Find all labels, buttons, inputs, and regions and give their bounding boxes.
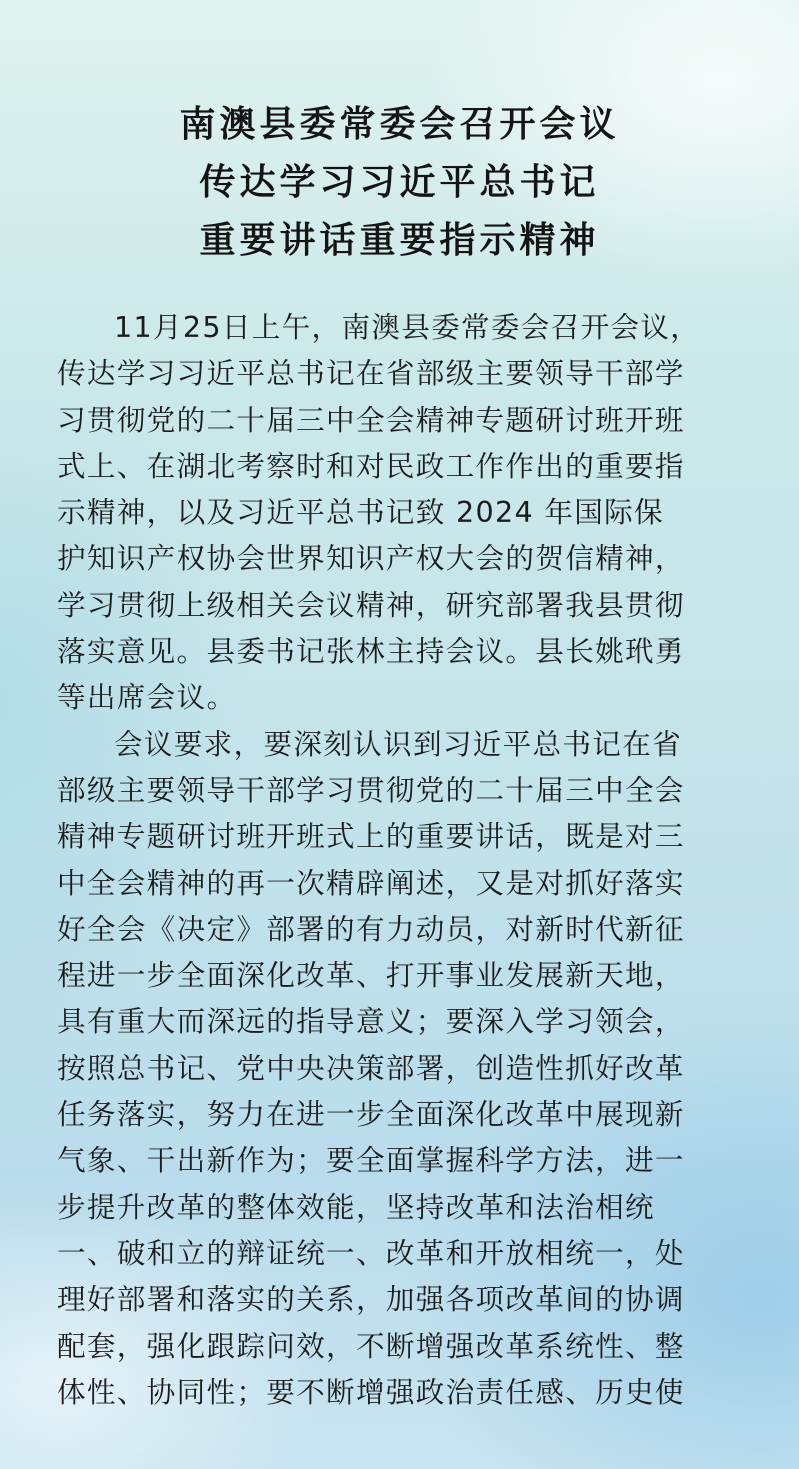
text-line: 按照总书记、党中央决策部署，创造性抓好改革 [57,1050,685,1085]
text-line: 落实意见。县委书记张林主持会议。县长姚玳勇 [57,634,685,669]
text-line: 护知识产权协会世界知识产权大会的贺信精神， [57,541,685,576]
text-line: 11月25日上午，南澳县委常委会召开会议， [114,310,701,344]
article-body [57,304,749,1415]
text-line: 等出席会议。 [57,680,237,715]
title-line: 南澳县委常委会召开会议 [179,104,620,145]
text-line: 精神专题研讨班开班式上的重要讲话，既是对三 [57,819,685,854]
text-line: 理好部署和落实的关系，加强各项改革间的协调 [57,1282,685,1317]
text-line: 程进一步全面深化改革、打开事业发展新天地， [57,958,685,993]
text-line: 习贯彻党的二十届三中全会精神专题研讨班开班 [57,402,685,437]
text-line: 会议要求，要深刻认识到习近平总书记在省 [114,726,682,761]
text-line: 部级主要领导干部学习贯彻党的二十届三中全会 [57,772,685,807]
text-line: 中全会精神的再一次精辟阐述，又是对抓好落实 [57,865,685,900]
title-line: 传达学习习近平总书记 [199,162,600,203]
document-title [0,96,799,270]
text-line: 传达学习习近平总书记在省部级主要领导干部学 [57,356,685,391]
text-line: 好全会《决定》部署的有力动员，对新时代新征 [57,911,685,946]
text-line: 式上、在湖北考察时和对民政工作作出的重要指 [57,448,685,483]
text-line: 任务落实，努力在进一步全面深化改革中展现新 [57,1097,685,1132]
text-line: 学习贯彻上级相关会议精神，研究部署我县贯彻 [57,587,685,622]
paragraph-2 [57,721,749,1415]
text-line: 具有重大而深远的指导意义；要深入学习领会， [57,1004,685,1039]
text-line: 配套，强化跟踪问效，不断增强改革系统性、整 [57,1328,685,1363]
text-line: 体性、协同性；要不断增强政治责任感、历史使 [57,1374,685,1409]
title-line: 重要讲话重要指示精神 [199,220,600,261]
text-line: 气象、干出新作为；要全面掌握科学方法，进一 [57,1143,685,1178]
text-line: 示精神，以及习近平总书记致 2024 年国际保 [57,495,664,530]
paragraph-1 [57,304,749,721]
text-line: 一、破和立的辩证统一、改革和开放相统一，处 [57,1235,685,1270]
text-line: 步提升改革的整体效能，坚持改革和法治相统 [57,1189,655,1224]
